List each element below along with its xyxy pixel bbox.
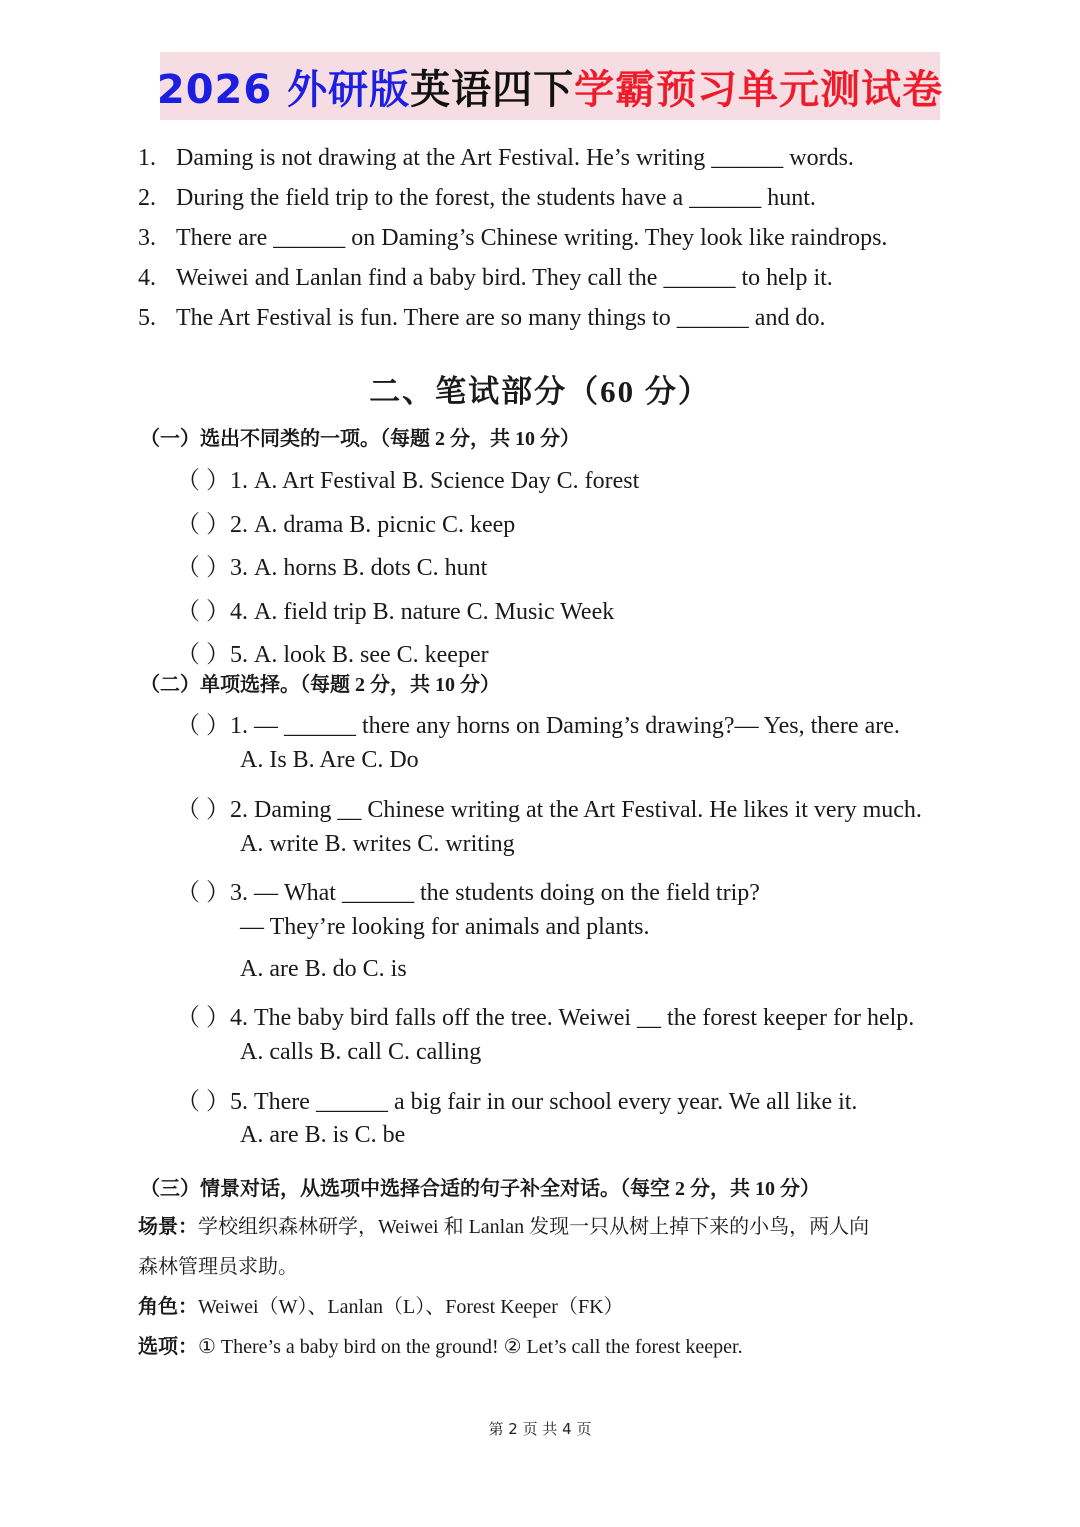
list-item: 4. Weiwei and Lanlan find a baby bird. They call the ______ to help it. [138,265,833,291]
list-item: （ ）4. A. field trip B. nature C. Music Week [176,599,615,625]
question-1-options: A. Is B. Are C. Do [240,747,419,773]
options-line: 选项：① There’s a baby bird on the ground! ② Let’s call the forest keeper. [138,1336,743,1358]
part1-heading: （一）选出不同类的一项。（每题 2 分，共 10 分） [140,428,580,450]
banner-part-3: 学霸预习单元测试卷 [574,66,944,113]
page-number: 第 2 页 共 4 页 [488,1420,592,1438]
part3-heading: （三）情景对话，从选项中选择合适的句子补全对话。（每空 2 分，共 10 分） [140,1178,820,1200]
banner-part-1: 2026 外研版 [156,66,411,113]
fill-blank-list [138,140,958,340]
question-3-options: A. are B. do C. is [240,956,407,982]
list-item: （ ）5. A. look B. see C. keeper [176,642,489,668]
roles-line: 角色：Weiwei（W）、Lanlan（L）、Forest Keeper（FK） [138,1296,624,1318]
question-4: （ ）4. The baby bird falls off the tree. Weiwei __ the forest keeper for help. [176,1005,915,1031]
section-title: 二、笔试部分（60 分） [369,374,711,409]
scene-line-2: 森林管理员求助。 [138,1256,298,1278]
list-item: （ ）1. A. Art Festival B. Science Day C. forest [176,468,640,494]
question-3: （ ）3. — What ______ the students doing on the field trip? [176,880,760,906]
question-2: （ ）2. Daming __ Chinese writing at the Art Festival. He likes it very much. [176,797,922,823]
list-item: （ ）3. A. horns B. dots C. hunt [176,555,488,581]
question-2-options: A. write B. writes C. writing [240,831,515,857]
scene-line-1: 场景：学校组织森林研学，Weiwei 和 Lanlan 发现一只从树上掉下来的小鸟，两人向 [138,1216,870,1238]
list-item: 1. Daming is not drawing at the Art Festival. He’s writing ______ words. [138,145,854,171]
question-5-options: A. are B. is C. be [240,1122,406,1148]
question-3-line-2: — They’re looking for animals and plants. [240,914,650,940]
list-item: 3. There are ______ on Daming’s Chinese writing. They look like raindrops. [138,225,888,251]
question-4-options: A. calls B. call C. calling [240,1039,482,1065]
title-banner [156,52,944,120]
list-item: 5. The Art Festival is fun. There are so many things to ______ and do. [138,305,826,331]
list-item: 2. During the field trip to the forest, the students have a ______ hunt. [138,185,816,211]
question-5: （ ）5. There ______ a big fair in our school every year. We all like it. [176,1089,858,1115]
banner-part-2: 英语四下 [410,66,575,113]
list-item: （ ）2. A. drama B. picnic C. keep [176,512,516,538]
part2-heading: （二）单项选择。（每题 2 分，共 10 分） [140,674,500,696]
question-1: （ ）1. — ______ there any horns on Daming’s drawing?— Yes, there are. [176,713,900,739]
